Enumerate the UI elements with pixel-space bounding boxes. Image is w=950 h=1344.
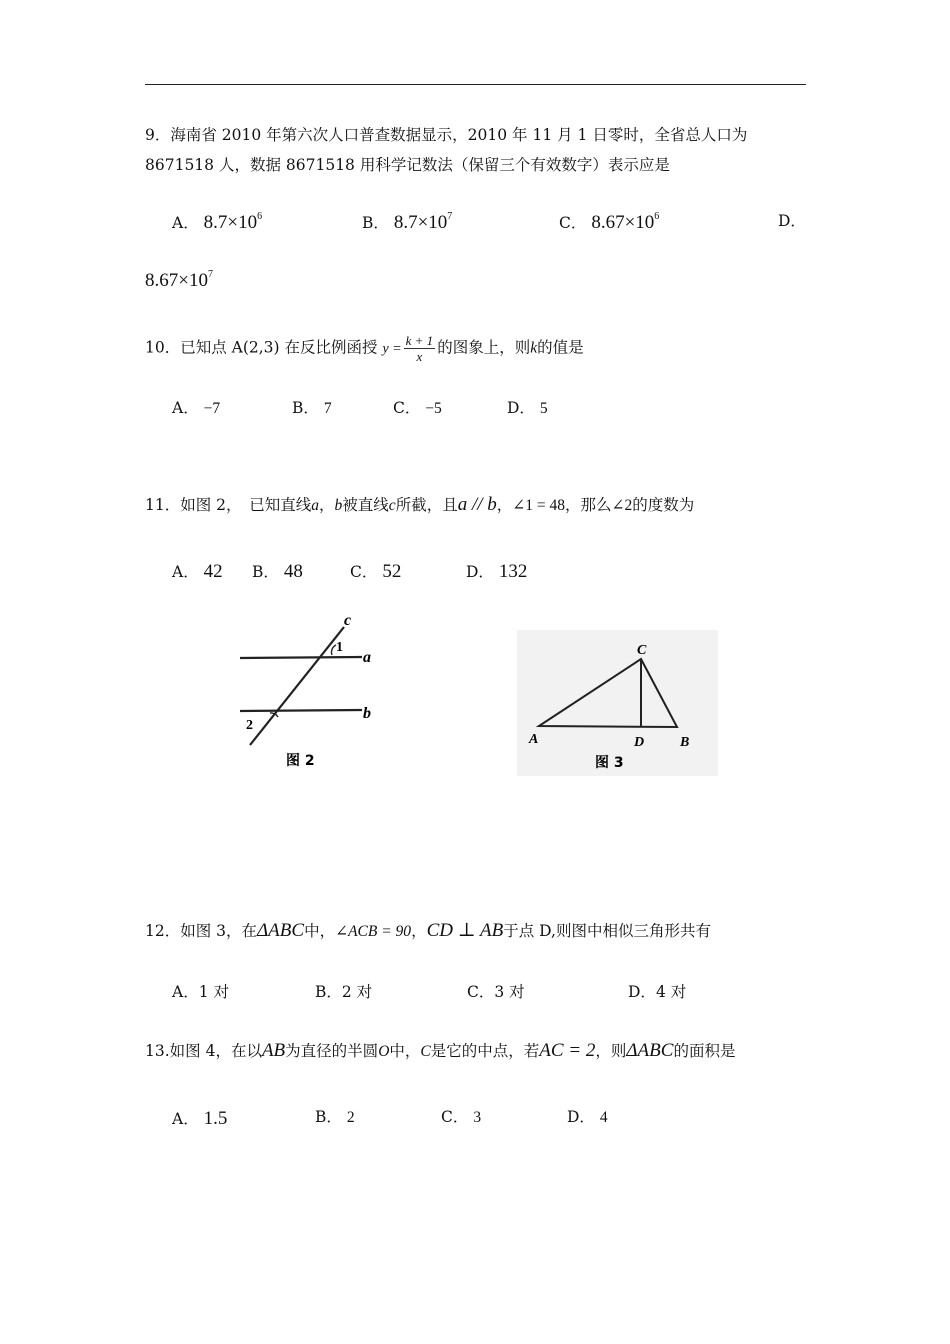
q9-line2: 8671518 人，数据 8671518 用科学记数法（保留三个有效数字）表示应是 <box>145 156 670 174</box>
fig2-label-b: b <box>363 705 371 722</box>
q10-option-d[interactable]: D． 5 <box>507 399 548 417</box>
q12-option-d[interactable]: D．4 对 <box>628 983 687 1001</box>
line-a <box>240 657 362 658</box>
q9-option-c[interactable]: C． $8.67\times 10^6$ <box>559 211 660 233</box>
figure-3 <box>517 630 718 776</box>
q9-line1: 9．海南省 2010 年第六次人口普查数据显示，2010 年 11 月 1 日零时，全省总人口为 <box>145 126 748 144</box>
q11-stem: 11．如图 2， 已知直线a，b被直线c所截，且a // b，∠1 = 48，那么∠2的度数为 <box>145 494 695 515</box>
q13-stem: 13.如图 4，在以AB为直径的半圆O中，C是它的中点，若AC = 2，则ΔABC的面积是 <box>145 1040 736 1061</box>
fig2-label-c: c <box>344 612 352 629</box>
q13-option-a[interactable]: A． 1.5 <box>172 1108 228 1129</box>
fig3-label-a: A <box>529 732 539 747</box>
line-c <box>250 627 344 745</box>
fig2-caption: 图 2 <box>286 753 315 769</box>
q13-option-d[interactable]: D． 4 <box>567 1108 608 1126</box>
q10-fraction: $\frac{k + 1}{x}$ <box>405 333 434 364</box>
q10-option-b[interactable]: B． 7 <box>292 399 332 417</box>
q9-option-d-value: $8.67\times 10^7$ <box>145 269 213 291</box>
q9-option-d-label[interactable]: D． <box>778 212 806 230</box>
fig3-label-d: D <box>634 735 645 750</box>
q11-option-c[interactable]: C． 52 <box>350 561 402 582</box>
fig2-label-2: 2 <box>246 718 253 733</box>
q12-option-b[interactable]: B．2 对 <box>315 983 373 1001</box>
q12-option-a[interactable]: A．1 对 <box>172 983 229 1001</box>
q13-option-c[interactable]: C． 3 <box>441 1108 482 1126</box>
q10-option-c[interactable]: C． −5 <box>393 399 442 417</box>
q12-stem: 12．如图 3，在ΔABC中，∠ACB = 90，CD ⊥ AB于点 D,则图中相似三角形共有 <box>145 920 711 941</box>
fig3-label-b: B <box>680 735 690 750</box>
q12-option-c[interactable]: C．3 对 <box>467 983 525 1001</box>
q9-option-a[interactable]: A． $8.7\times 10^6$ <box>172 211 263 233</box>
fig3-label-c: C <box>637 643 647 658</box>
figure-2 <box>222 605 397 780</box>
q11-option-b[interactable]: B． 48 <box>252 561 303 582</box>
q10-option-a[interactable]: A． −7 <box>172 399 221 417</box>
q11-option-a[interactable]: A． 42 <box>172 561 223 582</box>
q10-stem: 10．已知点 A(2,3) 在反比例函授 y = $\frac{k + 1}{x}$ 的图象上，则k的值是 <box>145 333 584 364</box>
line-b <box>240 710 362 711</box>
q9-option-b[interactable]: B． $8.7\times 10^7$ <box>362 211 453 233</box>
q13-option-b[interactable]: B． 2 <box>315 1108 355 1126</box>
header-rule <box>145 84 806 85</box>
q11-option-d[interactable]: D． 132 <box>466 561 528 582</box>
fig2-label-1: 1 <box>336 640 343 655</box>
fig3-caption: 图 3 <box>595 755 624 771</box>
fig2-label-a: a <box>363 649 371 666</box>
